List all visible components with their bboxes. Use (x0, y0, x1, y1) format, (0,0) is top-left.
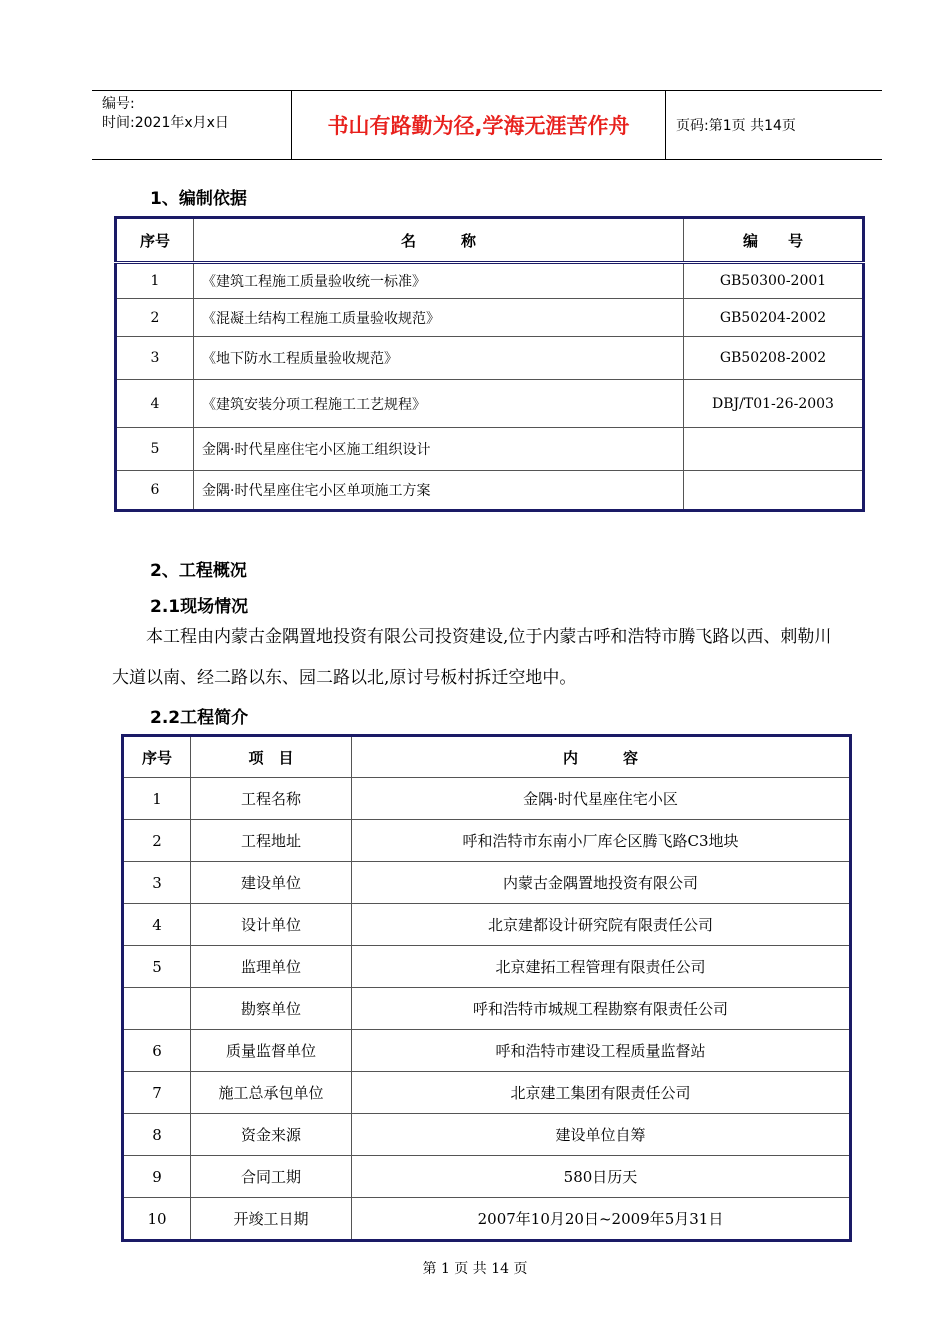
col-index: 序号 (116, 218, 194, 263)
row-index: 3 (123, 862, 191, 904)
sub2-title: 2.2工程简介 (150, 708, 249, 728)
table-row (123, 1072, 851, 1114)
row-content: 呼和浩特市建设工程质量监督站 (352, 1030, 851, 1072)
time-label: 时间:2021年x月x日 (102, 115, 229, 131)
table-row (116, 380, 864, 428)
row-index: 6 (116, 471, 194, 511)
col-code: 编 号 (684, 218, 864, 263)
row-code (684, 428, 864, 471)
row-index: 10 (123, 1198, 191, 1241)
site-description: 本工程由内蒙古金隅置地投资有限公司投资建设,位于内蒙古呼和浩特市腾飞路以西、刺勒川大道以南、经二路以东、园二路以北,原讨号板村拆迁空地中。 (112, 627, 832, 688)
row-index: 9 (123, 1156, 191, 1198)
row-content: 内蒙古金隅置地投资有限公司 (352, 862, 851, 904)
row-index: 5 (116, 428, 194, 471)
row-item: 工程地址 (191, 820, 352, 862)
row-name: 《建筑工程施工质量验收统一标准》 (194, 263, 684, 299)
row-item: 施工总承包单位 (191, 1072, 352, 1114)
row-name: 《建筑安装分项工程施工工艺规程》 (194, 380, 684, 428)
row-item: 勘察单位 (191, 988, 352, 1030)
table-row (123, 1198, 851, 1241)
row-index: 2 (123, 820, 191, 862)
row-index: 1 (116, 263, 194, 299)
table-row (123, 778, 851, 820)
row-content: 呼和浩特市城规工程勘察有限责任公司 (352, 988, 851, 1030)
table-row (123, 904, 851, 946)
col-item: 项 目 (191, 736, 352, 778)
slogan: 书山有路勤为径,学海无涯苦作舟 (292, 91, 666, 159)
row-item: 监理单位 (191, 946, 352, 988)
basis-table (114, 216, 865, 512)
row-item: 工程名称 (191, 778, 352, 820)
row-code (684, 471, 864, 511)
row-index: 2 (116, 299, 194, 337)
table-row (116, 299, 864, 337)
row-content: 建设单位自筹 (352, 1114, 851, 1156)
table-row (123, 988, 851, 1030)
row-code: DBJ/T01-26-2003 (684, 380, 864, 428)
table-header-row (123, 736, 851, 778)
row-name: 金隅·时代星座住宅小区施工组织设计 (194, 428, 684, 471)
row-index: 4 (123, 904, 191, 946)
col-content: 内 容 (352, 736, 851, 778)
header-left (92, 91, 292, 159)
table-header-row (116, 218, 864, 263)
table-row (116, 428, 864, 471)
table-row (123, 820, 851, 862)
section2-title: 2、工程概况 (150, 561, 247, 581)
row-index: 7 (123, 1072, 191, 1114)
col-index: 序号 (123, 736, 191, 778)
table-row (116, 471, 864, 511)
row-index: 1 (123, 778, 191, 820)
row-code: GB50208-2002 (684, 337, 864, 380)
row-item: 合同工期 (191, 1156, 352, 1198)
row-item: 开竣工日期 (191, 1198, 352, 1241)
row-content: 金隅·时代星座住宅小区 (352, 778, 851, 820)
table-row (123, 1156, 851, 1198)
sub1-title: 2.1现场情况 (150, 597, 249, 617)
page-header (92, 90, 882, 160)
row-item: 质量监督单位 (191, 1030, 352, 1072)
row-name: 《地下防水工程质量验收规范》 (194, 337, 684, 380)
row-item: 资金来源 (191, 1114, 352, 1156)
col-name: 名 称 (194, 218, 684, 263)
row-item: 设计单位 (191, 904, 352, 946)
row-name: 《混凝土结构工程施工质量验收规范》 (194, 299, 684, 337)
row-code: GB50204-2002 (684, 299, 864, 337)
row-item: 建设单位 (191, 862, 352, 904)
page-footer: 第 1 页 共 14 页 (422, 1261, 528, 1277)
table-row (116, 337, 864, 380)
row-code: GB50300-2001 (684, 263, 864, 299)
row-content: 北京建都设计研究院有限责任公司 (352, 904, 851, 946)
table-row (123, 862, 851, 904)
row-content: 北京建工集团有限责任公司 (352, 1072, 851, 1114)
row-index: 8 (123, 1114, 191, 1156)
row-index (123, 988, 191, 1030)
overview-table (121, 734, 852, 1242)
row-index: 5 (123, 946, 191, 988)
table-row (123, 1114, 851, 1156)
table-row (123, 946, 851, 988)
section1-title: 1、编制依据 (150, 189, 247, 209)
page-label: 页码:第1页 共14页 (676, 118, 796, 134)
row-content: 北京建拓工程管理有限责任公司 (352, 946, 851, 988)
row-content: 2007年10月20日~2009年5月31日 (352, 1198, 851, 1241)
row-content: 580日历天 (352, 1156, 851, 1198)
row-name: 金隅·时代星座住宅小区单项施工方案 (194, 471, 684, 511)
row-index: 6 (123, 1030, 191, 1072)
table-row (123, 1030, 851, 1072)
number-label: 编号: (102, 96, 135, 112)
table-row (116, 263, 864, 299)
row-index: 4 (116, 380, 194, 428)
row-index: 3 (116, 337, 194, 380)
row-content: 呼和浩特市东南小厂库仑区腾飞路C3地块 (352, 820, 851, 862)
